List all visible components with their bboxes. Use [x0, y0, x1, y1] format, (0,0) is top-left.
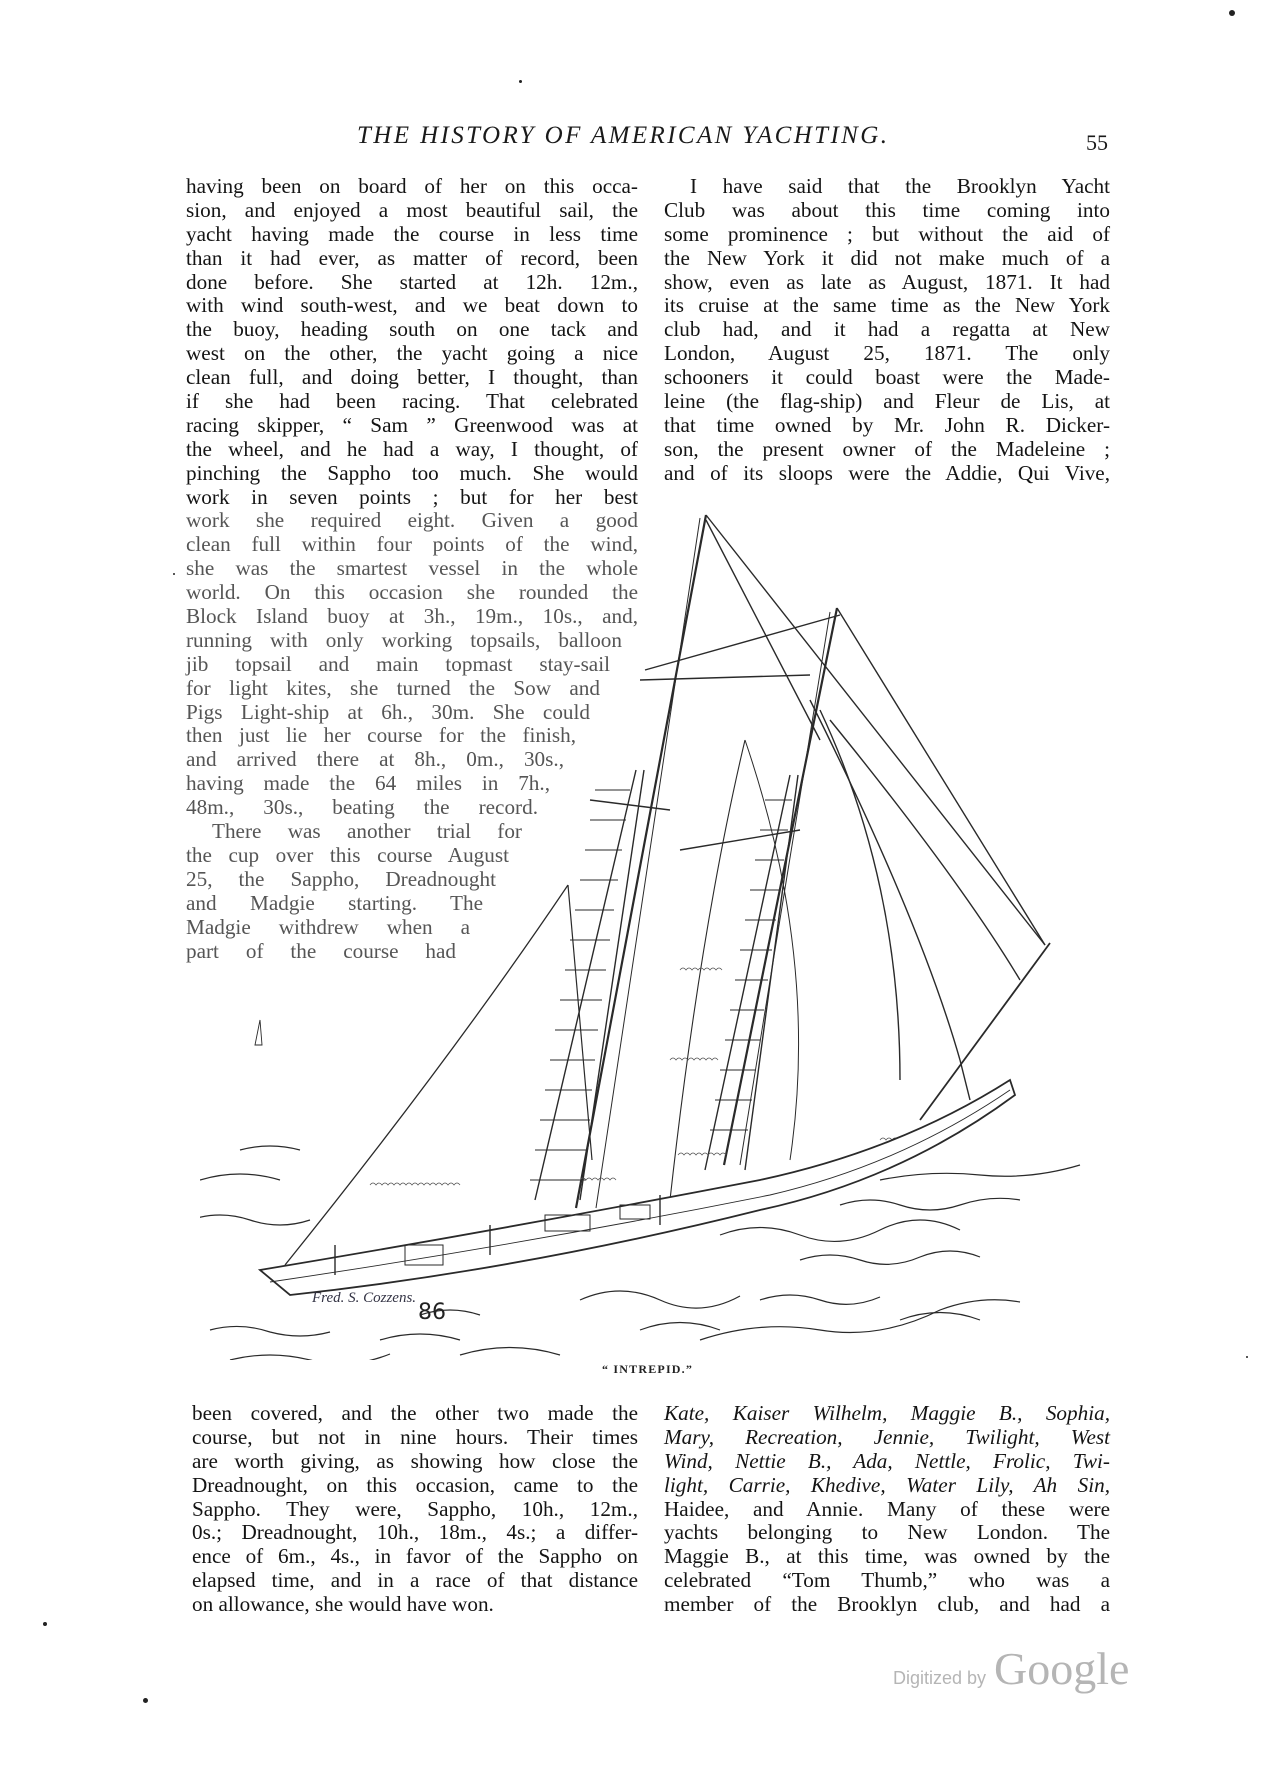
artist-signature-year: 86	[418, 1300, 446, 1325]
scan-speck	[519, 80, 522, 83]
artist-signature: Fred. S. Cozzens.	[312, 1290, 417, 1306]
digitized-by-google-watermark	[893, 1642, 1129, 1695]
text-line: work she required eight. Given a good	[186, 508, 638, 533]
text-line: I have said that the Brooklyn Yacht	[690, 174, 1110, 198]
text-line: club had, and it had a regatta at New	[664, 317, 1110, 342]
text-line: 25, the Sappho, Dreadnought	[186, 866, 496, 891]
text-line: been covered, and the other two made the	[192, 1401, 638, 1425]
text-line: Haidee, and Annie. Many of these were	[664, 1496, 1110, 1521]
text-line: Block Island buoy at 3h., 19m., 10s., and,	[186, 604, 638, 629]
text-line: and Madgie starting. The	[186, 890, 483, 915]
text-line: sion, and enjoyed a most beautiful sail, the	[186, 197, 638, 222]
left-column-top	[186, 175, 638, 963]
text-line: Dreadnought, on this occasion, came to the	[192, 1472, 638, 1497]
scan-speck	[173, 573, 175, 575]
right-column-bottom	[664, 1402, 1110, 1617]
text-line: clean full within four points of the wind,	[186, 532, 638, 557]
text-line: that time owned by Mr. John R. Dicker-	[664, 412, 1110, 437]
watermark-brand: Google	[994, 1643, 1130, 1694]
text-line: for light kites, she turned the Sow and	[186, 675, 600, 700]
scan-speck	[1229, 10, 1235, 16]
text-line: west on the other, the yacht going a nice	[186, 341, 638, 366]
running-title: THE HISTORY OF AMERICAN YACHTING.	[357, 122, 890, 149]
text-line: celebrated “Tom Thumb,” who was a	[664, 1568, 1110, 1593]
text-line: leine (the flag-ship) and Fleur de Lis, at	[664, 389, 1110, 414]
illustration-caption: “ INTREPID.”	[602, 1362, 694, 1376]
text-line: running with only working topsails, balloon	[186, 627, 622, 652]
text-line: and arrived there at 8h., 0m., 30s.,	[186, 747, 564, 772]
text-line: There was another trial for	[212, 819, 522, 844]
text-line: on allowance, she would have won.	[192, 1592, 494, 1617]
text-line: jib topsail and main topmast stay-sail	[186, 651, 610, 676]
text-line: pinching the Sappho too much. She would	[186, 460, 638, 485]
text-line: if she had been racing. That celebrated	[186, 389, 638, 414]
text-line: London, August 25, 1871. The only	[664, 341, 1110, 366]
text-line: the wheel, and he had a way, I thought, of	[186, 436, 638, 461]
scan-speck	[1246, 1356, 1248, 1358]
text-line: the New York it did not make much of a	[664, 245, 1110, 270]
scan-speck	[143, 1698, 148, 1703]
text-line: yacht having made the course in less time	[186, 221, 638, 246]
right-column-top	[664, 175, 1110, 486]
text-line: the buoy, heading south on one tack and	[186, 317, 638, 342]
text-line: work in seven points ; but for her best	[186, 484, 638, 509]
text-line: part of the course had	[186, 938, 456, 963]
text-line: having been on board of her on this occa-	[186, 174, 638, 198]
text-line: light, Carrie, Khedive, Water Lily, Ah Sin,	[664, 1472, 1110, 1497]
text-line: Kate, Kaiser Wilhelm, Maggie B., Sophia,	[664, 1401, 1110, 1425]
text-line: done before. She started at 12h. 12m.,	[186, 269, 638, 294]
text-line: world. On this occasion she rounded the	[186, 580, 638, 605]
text-line: Club was about this time coming into	[664, 197, 1110, 222]
text-line: some prominence ; but without the aid of	[664, 221, 1110, 246]
text-line: Wind, Nettie B., Ada, Nettle, Frolic, Twi-	[664, 1448, 1110, 1473]
text-line: 0s.; Dreadnought, 10h., 18m., 4s.; a differ-	[192, 1520, 638, 1545]
text-line: ence of 6m., 4s., in favor of the Sappho on	[192, 1544, 638, 1569]
scan-speck	[43, 1622, 47, 1626]
watermark-prefix: Digitized by	[893, 1668, 987, 1688]
text-line: the cup over this course August	[186, 842, 509, 867]
text-line: its cruise at the same time as the New York	[664, 293, 1110, 318]
text-line: member of the Brooklyn club, and had a	[664, 1592, 1110, 1617]
text-line: yachts belonging to New London. The	[664, 1520, 1110, 1545]
text-line: and of its sloops were the Addie, Qui Vive,	[664, 460, 1110, 485]
text-line: having made the 64 miles in 7h.,	[186, 771, 550, 796]
text-line: show, even as late as August, 1871. It had	[664, 269, 1110, 294]
text-line: are worth giving, as showing how close the	[192, 1448, 638, 1473]
text-line: Pigs Light-ship at 6h., 30m. She could	[186, 699, 590, 724]
text-line: racing skipper, “ Sam ” Greenwood was at	[186, 412, 638, 437]
text-line: Madgie withdrew when a	[186, 914, 470, 939]
text-line: elapsed time, and in a race of that distance	[192, 1568, 638, 1593]
text-line: than it had ever, as matter of record, been	[186, 245, 638, 270]
text-line: schooners it could boast were the Made-	[664, 365, 1110, 390]
text-line: clean full, and doing better, I thought, than	[186, 365, 638, 390]
text-line: Mary, Recreation, Jennie, Twilight, West	[664, 1424, 1110, 1449]
text-line: she was the smartest vessel in the whole	[186, 556, 638, 581]
text-line: Sappho. They were, Sappho, 10h., 12m.,	[192, 1496, 638, 1521]
page-number: 55	[1086, 130, 1108, 155]
text-line: son, the present owner of the Madeleine ;	[664, 436, 1110, 461]
text-line: with wind south-west, and we beat down to	[186, 293, 638, 318]
text-line: then just lie her course for the finish,	[186, 723, 576, 748]
left-column-bottom	[192, 1402, 638, 1617]
text-line: Maggie B., at this time, was owned by the	[664, 1544, 1110, 1569]
text-line: 48m., 30s., beating the record.	[186, 795, 538, 820]
text-line: course, but not in nine hours. Their times	[192, 1424, 638, 1449]
